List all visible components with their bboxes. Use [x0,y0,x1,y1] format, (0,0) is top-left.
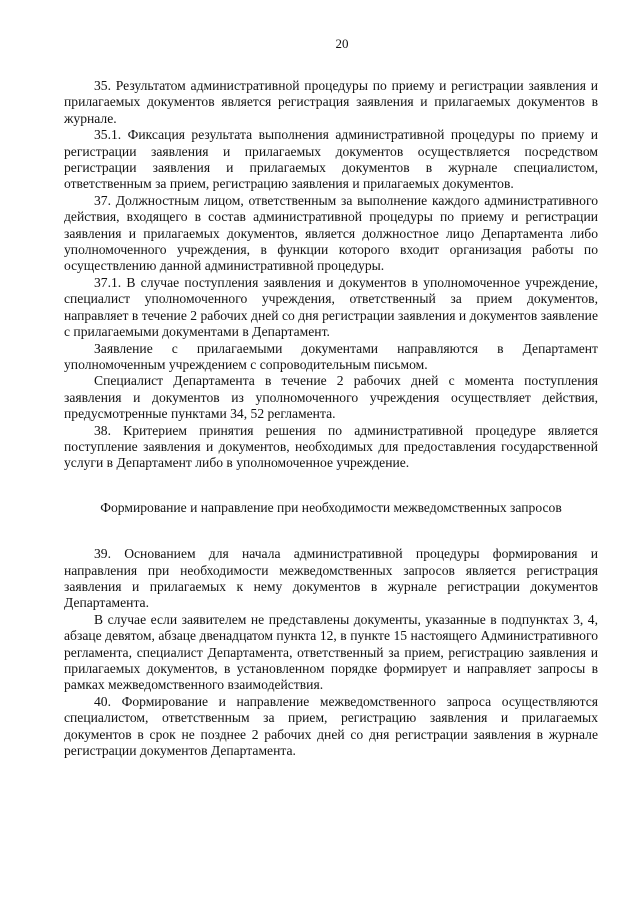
paragraph-37: 37. Должностным лицом, ответственным за выполнение каждого административного действия, входящего в состав административной процедуры по приему и регистрации заявления и прилагаемых документов, является должностное лицо Департамента либо уполномоченного учреждения, в функции которого входит организация работы по осуществлению данной административной процедуры. [64,192,598,274]
page-number: 20 [335,36,349,51]
paragraphs-bottom [64,546,598,759]
section-heading: Формирование и направление при необходимости межведомственных запросов [100,499,562,515]
paragraph-35-1: 35.1. Фиксация результата выполнения административной процедуры по приему и регистрации заявления и прилагаемых документов осуществляется посредством регистрации заявления и прилагаемых документов в журнале специалистом, ответственным за прием, регистрацию заявления и прилагаемых документов. [64,127,598,192]
paragraph-37-1-letter: Заявление с прилагаемыми документами направляются в Департамент уполномоченным учреждением с сопроводительным письмом. [64,340,598,372]
paragraph-39-case: В случае если заявителем не представлены документы, указанные в подпунктах 3, 4, абзаце девятом, абзаце двенадцатом пункта 12, в пункте 15 настоящего Административного регламента, специалист Департамента, ответственный за прием, регистрацию заявления и прилагаемых документов, в установленном порядке формирует и направляет запросы в рамках межведомственного взаимодействия. [64,611,598,693]
paragraph-40: 40. Формирование и направление межведомственного запроса осуществляются специалистом, ответственным за прием, регистрацию заявления и прилагаемых документов в срок не позднее 2 рабочих дней со дня регистрации заявления в журнале регистрации документов Департамента. [64,693,598,759]
paragraph-38: 38. Критерием принятия решения по административной процедуре является поступление заявления и документов, необходимых для предоставления государственной услуги в Департамент либо в уполномоченное учреждение. [64,422,598,471]
paragraph-37-1-specialist: Специалист Департамента в течение 2 рабочих дней с момента поступления заявления и документов из уполномоченного учреждения осуществляет действия, предусмотренные пунктами 34, 52 регламента. [64,373,598,422]
paragraph-39: 39. Основанием для начала административной процедуры формирования и направления при необходимости межведомственных запросов является регистрация заявления и прилагаемых к нему документов в журнале регистрации документов Департамента. [64,546,598,611]
paragraphs-top [64,78,598,472]
paragraph-35: 35. Результатом административной процедуры по приему и регистрации заявления и прилагаемых документов является регистрация заявления и прилагаемых документов в журнале. [64,78,598,126]
paragraph-37-1: 37.1. В случае поступления заявления и документов в уполномоченное учреждение, специалист уполномоченного учреждения, ответственный за прием документов, направляет в течение 2 рабочих дней со дня регистрации заявления и документов заявление с прилагаемыми документами в Департамент. [64,274,598,340]
